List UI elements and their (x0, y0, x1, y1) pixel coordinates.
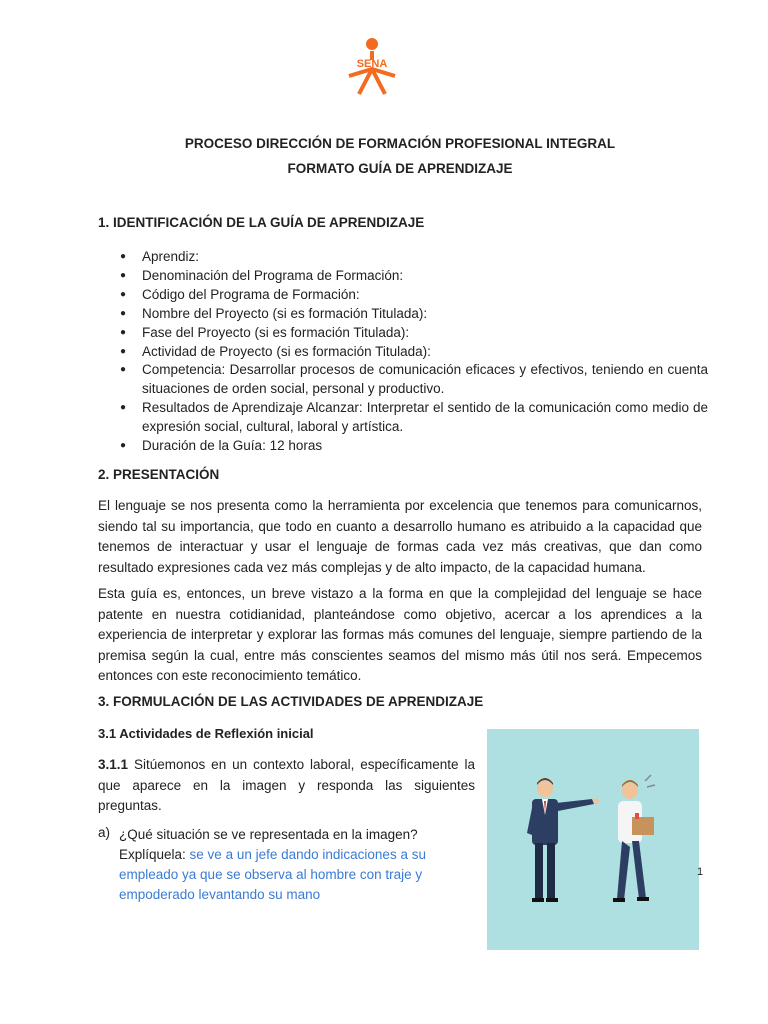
document-title: PROCESO DIRECCIÓN DE FORMACIÓN PROFESIONAL INTEGRAL (184, 136, 616, 151)
section-3-heading: 3. FORMULACIÓN DE LAS ACTIVIDADES DE APRENDIZAJE (98, 694, 484, 709)
identification-list (120, 248, 708, 456)
answer-block (119, 845, 479, 905)
activity-3-1-1 (98, 755, 475, 817)
workplace-illustration (487, 729, 699, 950)
activity-text: Sitúemonos en un contexto laboral, específicamente la que aparece en la imagen y responda las siguientes preguntas. (98, 757, 475, 813)
activity-number: 3.1.1 (98, 757, 129, 772)
list-item: ● Resultados de Aprendizaje Alcanzar: Interpretar el sentido de la comunicación como medio de expresión social, cultural, laboral y artística. (120, 399, 708, 437)
list-item: ● Fase del Proyecto (si es formación Titulada): (120, 324, 708, 343)
section-1-heading: 1. IDENTIFICACIÓN DE LA GUÍA DE APRENDIZAJE (98, 215, 425, 230)
list-item: ● Aprendiz: (120, 248, 708, 267)
svg-text:SENA: SENA (356, 58, 388, 70)
question-text: ¿Qué situación se ve representada en la imagen? (119, 827, 418, 842)
page-number: 1 (697, 866, 704, 878)
section-3-1-heading: 3.1 Actividades de Reflexión inicial (98, 726, 314, 741)
answer-prefix: Explíquela: (119, 847, 190, 862)
question-block (119, 825, 479, 905)
presentation-paragraph-2: Esta guía es, entonces, un breve vistazo a la forma en que la complejidad del lenguaje se hace patente en nuestra cotidianidad, planteándose como objetivo, acercar a los aprendices a la experiencia de interpretar y explorar las formas más comunes del lenguaje, siempre partiendo de la premisa según la cual, entre más conscientes seamos del mismo más útil nos será. Empecemos entonces con este reconocimiento temático. (98, 586, 702, 683)
list-item: ● Código del Programa de Formación: (120, 286, 708, 305)
list-item: ● Denominación del Programa de Formación: (120, 267, 708, 286)
answer-text: se ve a un jefe dando indicaciones a su empleado ya que se observa al hombre con traje y empoderado levantando su mano (119, 847, 426, 902)
sena-logo (339, 36, 405, 98)
presentation-paragraph-1: El lenguaje se nos presenta como la herramienta por excelencia que tenemos para comunicarnos, siendo tal su importancia, que todo en cuanto a desarrollo humano es atribuido a la capacidad que tenemos de interactuar y usar el lenguaje de formas cada vez más creativas, que dan como resultado expresiones cada vez más complejas y de alto impacto, de la capacidad humana. (98, 498, 702, 575)
list-item: ● Nombre del Proyecto (si es formación Titulada): (120, 305, 708, 324)
list-item: ● Competencia: Desarrollar procesos de comunicación eficaces y efectivos, teniendo en cuenta situaciones de orden social, personal y productivo. (120, 361, 708, 399)
section-2-heading: 2. PRESENTACIÓN (98, 467, 220, 482)
document-subtitle: FORMATO GUÍA DE APRENDIZAJE (287, 161, 513, 176)
list-item: ● Duración de la Guía: 12 horas (120, 437, 708, 456)
question-letter: a) (98, 825, 111, 840)
list-item: ● Actividad de Proyecto (si es formación Titulada): (120, 343, 708, 362)
